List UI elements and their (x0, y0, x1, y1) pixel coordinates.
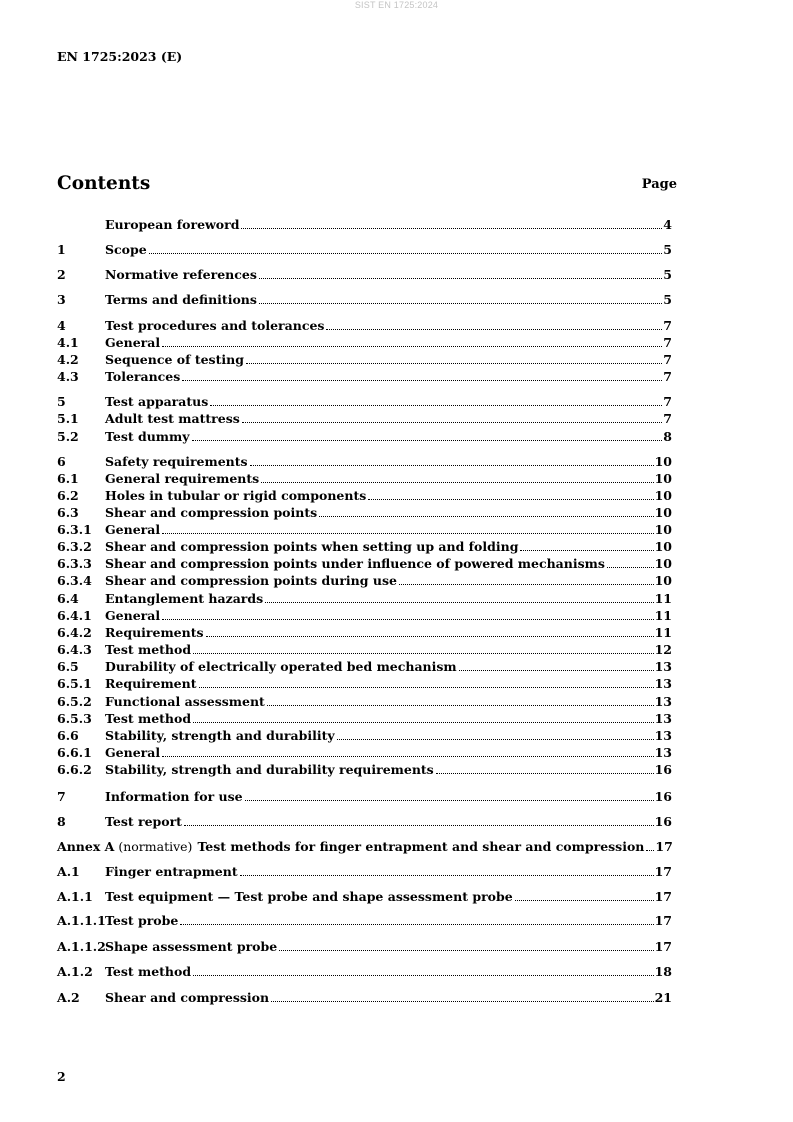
toc-entry-title: Test probe (105, 913, 179, 928)
dot-leader (520, 550, 653, 551)
dot-leader (267, 705, 654, 706)
toc-entry-page: 10 (654, 522, 672, 537)
toc-entry[interactable] (57, 761, 672, 778)
dot-leader (180, 924, 653, 925)
toc-entry[interactable] (57, 266, 672, 283)
dot-leader (184, 825, 654, 826)
annex-page: 17 (655, 839, 673, 854)
toc-entry[interactable] (57, 590, 672, 607)
toc-entry-title: Shear and compression (105, 990, 270, 1005)
toc-entry-title: European foreword (105, 217, 240, 232)
toc-entry-page: 18 (654, 964, 672, 979)
toc-entry[interactable] (57, 410, 672, 427)
toc-entry-number: A.1.1 (57, 889, 93, 904)
toc-entry-page: 13 (654, 676, 672, 691)
dot-leader (193, 653, 653, 654)
toc-entry-number: 6.5.2 (57, 694, 92, 709)
toc-entry-title: Functional assessment (105, 694, 265, 709)
toc-entry[interactable] (57, 241, 672, 258)
toc-entry-page: 5 (663, 267, 672, 282)
toc-entry-title: Test method (105, 711, 192, 726)
toc-entry-number: 6.5 (57, 659, 79, 674)
toc-entry-page: 10 (654, 573, 672, 588)
toc-entry-page: 7 (663, 335, 672, 350)
toc-entry-page: 17 (654, 864, 672, 879)
toc-entry-title: Stability, strength and durability requirements (105, 762, 434, 777)
dot-leader (459, 670, 654, 671)
toc-entry-number: A.1.1.2 (57, 939, 106, 954)
toc-entry-page: 5 (663, 292, 672, 307)
toc-entry-number: 4 (57, 318, 66, 333)
table-of-contents (57, 0, 672, 1050)
dot-leader (182, 380, 662, 381)
toc-entry-page: 4 (663, 217, 672, 232)
toc-entry-title: Test method (105, 964, 192, 979)
toc-entry-number: 6.6.2 (57, 762, 92, 777)
toc-entry-number: 6.4 (57, 591, 79, 606)
toc-entry[interactable] (57, 607, 672, 624)
contents-heading: Contents (57, 173, 151, 194)
toc-entry-number: 6.3 (57, 505, 79, 520)
toc-entry-number: A.1 (57, 864, 80, 879)
toc-entry-title: Holes in tubular or rigid components (105, 488, 367, 503)
toc-entry-page: 16 (654, 814, 672, 829)
toc-entry-number: 2 (57, 267, 66, 282)
dot-leader (515, 900, 654, 901)
toc-entry-page: 13 (654, 711, 672, 726)
dot-leader (242, 422, 663, 423)
toc-entry[interactable] (57, 641, 672, 658)
toc-entry-number: 6.4.3 (57, 642, 92, 657)
toc-entry-number: 6.2 (57, 488, 79, 503)
toc-entry[interactable] (57, 351, 672, 368)
toc-entry-title: Information for use (105, 789, 243, 804)
toc-entry-number: 4.3 (57, 369, 79, 384)
toc-entry-page: 7 (663, 352, 672, 367)
toc-entry-number: 6 (57, 454, 66, 469)
toc-entry-number: 6.3.4 (57, 573, 92, 588)
toc-entry[interactable] (57, 624, 672, 641)
toc-entry[interactable] (57, 521, 672, 538)
toc-entry-number: 6.1 (57, 471, 79, 486)
toc-entry[interactable] (57, 317, 672, 334)
toc-entry-title: Test report (105, 814, 182, 829)
toc-entry-number: A.2 (57, 990, 80, 1005)
toc-entry[interactable] (57, 334, 672, 351)
toc-entry[interactable] (57, 572, 672, 589)
dot-leader (368, 499, 653, 500)
toc-entry-page: 10 (654, 539, 672, 554)
toc-entry-title: Shape assessment probe (105, 939, 278, 954)
dot-leader (319, 516, 653, 517)
dot-leader (326, 329, 662, 330)
toc-entry[interactable] (57, 727, 672, 744)
toc-entry-number: 7 (57, 789, 66, 804)
watermark: SIST EN 1725:2024 (354, 0, 439, 10)
annex-label: Annex A (57, 839, 115, 854)
dot-leader (162, 756, 653, 757)
dot-leader (399, 584, 654, 585)
toc-entry-page: 10 (654, 454, 672, 469)
toc-entry-page: 17 (654, 939, 672, 954)
toc-entry-title: Test apparatus (105, 394, 209, 409)
dot-leader (241, 228, 662, 229)
toc-entry-page: 17 (654, 889, 672, 904)
toc-entry-number: 6.3.1 (57, 522, 92, 537)
toc-entry-page: 7 (663, 394, 672, 409)
toc-entry-page: 10 (654, 471, 672, 486)
toc-entry-title: Shear and compression points during use (105, 573, 397, 588)
toc-entry[interactable] (57, 963, 672, 980)
toc-entry-title: Shear and compression points (105, 505, 318, 520)
toc-entry-title: Scope (105, 242, 147, 257)
toc-entry-page: 10 (654, 505, 672, 520)
toc-entry-title: General (105, 335, 161, 350)
toc-entry-title: Test equipment — Test probe and shape assessment probe (105, 889, 513, 904)
annex-type: (normative) (118, 839, 193, 854)
toc-entry-page: 12 (654, 642, 672, 657)
toc-entry-title: General (105, 608, 161, 623)
dot-leader (162, 533, 653, 534)
toc-entry-number: 6.4.2 (57, 625, 92, 640)
toc-entry[interactable] (57, 744, 672, 761)
toc-entry-title: Stability, strength and durability (105, 728, 335, 743)
dot-leader (646, 850, 654, 851)
toc-entry-title: General (105, 745, 161, 760)
toc-entry-page: 7 (663, 369, 672, 384)
toc-entry-number: 5.1 (57, 411, 79, 426)
toc-entry-page: 16 (654, 762, 672, 777)
dot-leader (206, 636, 654, 637)
dot-leader (279, 950, 653, 951)
toc-entry-title: Test method (105, 642, 192, 657)
toc-entry[interactable] (57, 504, 672, 521)
toc-entry-number: 6.6.1 (57, 745, 92, 760)
toc-entry-page: 13 (654, 659, 672, 674)
toc-entry-title: Requirements (105, 625, 204, 640)
toc-entry-number: 5 (57, 394, 66, 409)
toc-entry-title: Normative references (105, 267, 257, 282)
toc-entry-page: 5 (663, 242, 672, 257)
toc-entry-page: 11 (654, 608, 672, 623)
toc-entry-page: 10 (654, 488, 672, 503)
toc-entry-page: 11 (654, 625, 672, 640)
dot-leader (199, 687, 654, 688)
dot-leader (337, 739, 654, 740)
dot-leader (261, 482, 653, 483)
toc-entry-title: Adult test mattress (105, 411, 240, 426)
toc-entry-page: 10 (654, 556, 672, 571)
toc-entry-number: 6.3.3 (57, 556, 92, 571)
toc-entry[interactable] (57, 938, 672, 955)
toc-entry-page: 13 (654, 745, 672, 760)
toc-entry-title: Tolerances (105, 369, 181, 384)
toc-entry[interactable] (57, 912, 672, 929)
toc-entry-number: A.1.2 (57, 964, 93, 979)
toc-entry[interactable] (57, 710, 672, 727)
toc-entry[interactable] (57, 291, 672, 308)
toc-entry-title: Terms and definitions (105, 292, 257, 307)
toc-entry-number: A.1.1.1 (57, 913, 106, 928)
page-column-label: Page (641, 177, 677, 192)
document-id: EN 1725:2023 (E) (57, 49, 183, 64)
toc-entry[interactable] (57, 788, 672, 805)
toc-entry-page: 7 (663, 411, 672, 426)
toc-entry-title: General requirements (105, 471, 260, 486)
dot-leader (240, 875, 654, 876)
toc-entry-number: 6.6 (57, 728, 79, 743)
toc-entry[interactable] (57, 989, 672, 1006)
toc-entry[interactable] (57, 888, 672, 905)
toc-entry-page: 13 (654, 728, 672, 743)
toc-entry-number: 6.5.1 (57, 676, 92, 691)
dot-leader (192, 440, 663, 441)
dot-leader (265, 602, 653, 603)
toc-entry-page: 21 (654, 990, 672, 1005)
dot-leader (259, 303, 662, 304)
dot-leader (193, 722, 653, 723)
toc-entry-title: Test procedures and tolerances (105, 318, 325, 333)
toc-entry-number: 4.2 (57, 352, 79, 367)
toc-entry[interactable] (57, 487, 672, 504)
toc-entry[interactable] (57, 863, 672, 880)
toc-entry[interactable] (57, 470, 672, 487)
toc-entry[interactable] (57, 658, 672, 675)
toc-entry-number: 6.3.2 (57, 539, 92, 554)
toc-entry-page: 11 (654, 591, 672, 606)
toc-entry[interactable] (57, 393, 672, 410)
dot-leader (162, 346, 662, 347)
toc-entry-number: 4.1 (57, 335, 79, 350)
toc-entry-number: 1 (57, 242, 66, 257)
toc-entry-title: Entanglement hazards (105, 591, 264, 606)
dot-leader (250, 465, 654, 466)
toc-entry-page: 17 (654, 913, 672, 928)
toc-entry[interactable] (57, 675, 672, 692)
toc-entry-number: 6.4.1 (57, 608, 92, 623)
dot-leader (607, 567, 654, 568)
toc-entry-title: Safety requirements (105, 454, 248, 469)
dot-leader (193, 975, 653, 976)
toc-entry[interactable] (57, 216, 672, 233)
toc-entry-title: Durability of electrically operated bed mechanism (105, 659, 457, 674)
dot-leader (271, 1001, 654, 1002)
dot-leader (210, 405, 662, 406)
dot-leader (149, 253, 663, 254)
toc-entry-number: 5.2 (57, 429, 79, 444)
toc-entry-title: Requirement (105, 676, 197, 691)
toc-annex-entry[interactable] (57, 838, 672, 855)
toc-entry-title: Sequence of testing (105, 352, 244, 367)
toc-entry-title: Shear and compression points when setting up and folding (105, 539, 519, 554)
toc-entry-title: Shear and compression points under influence of powered mechanisms (105, 556, 605, 571)
dot-leader (246, 363, 662, 364)
dot-leader (245, 800, 654, 801)
toc-entry[interactable] (57, 453, 672, 470)
dot-leader (436, 773, 654, 774)
dot-leader (259, 278, 662, 279)
toc-entry[interactable] (57, 368, 672, 385)
annex-title: Test methods for finger entrapment and shear and compression (197, 839, 645, 854)
toc-entry-page: 8 (663, 429, 672, 444)
toc-entry[interactable] (57, 555, 672, 572)
toc-entry[interactable] (57, 693, 672, 710)
toc-entry-title: Test dummy (105, 429, 190, 444)
dot-leader (162, 619, 653, 620)
toc-entry-page: 16 (654, 789, 672, 804)
toc-entry-page: 13 (654, 694, 672, 709)
toc-entry-title: Finger entrapment (105, 864, 238, 879)
toc-entry-title: General (105, 522, 161, 537)
toc-entry[interactable] (57, 428, 672, 445)
toc-entry-number: 6.5.3 (57, 711, 92, 726)
toc-entry-number: 8 (57, 814, 66, 829)
toc-entry-number: 3 (57, 292, 66, 307)
toc-entry[interactable] (57, 813, 672, 830)
page-number: 2 (57, 1069, 66, 1084)
toc-entry-page: 7 (663, 318, 672, 333)
toc-entry[interactable] (57, 538, 672, 555)
